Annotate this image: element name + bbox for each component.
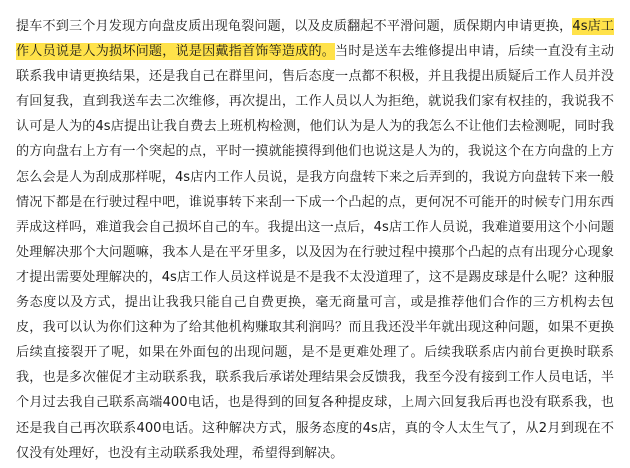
text-run: 提车不到三个月发现方向盘皮质出现龟裂问题，以及皮质翻起不平滑问题，质保期内申请更换，: [16, 19, 573, 34]
highlighted-text-run: 4s店工作人员说是人为损坏问题，说是因戴指首饰等造成的。: [16, 19, 615, 60]
document-body: [16, 14, 614, 466]
text-run: 当时是送车去维修提出申请，后续一直没有主动联系我申请更换结果，还是我自己在群里问，售后态度一点都不积极，并且我提出质疑后工作人员并没有回复我，直到我送车去二次维修，再次提出，工作人员以人为拒绝，就说我们家有权挂的，我说我不认可是人为的4s店提出让我自费去上班机构检测，他们认为是人为的我怎么不让他们去检测呢，同时我的方向盘右上方有一个突起的点，平时一摸就能摸得到他们也说这是人为的，我说这个在方向盘的上方怎么会是人为刮成那样呢，4s店内工作人员说，是我方向盘转下来之后弄到的，我说方向盘转下来一般情况下都是在行驶过程中吧，谁说事转下来刮一下成一个凸起的点，更何况不可能开的时候专门用东西弄成这样吗，难道我会自己损坏自己的车。我提出这一点后，4s店工作人员说，我难道要用这个小问题处理解决那个大问题嘛，我本人是在平牙里多，以及因为在行驶过程中摸那个凸起的点有出现分心现象才提出需要处理解决的，4s店工作人员这样说是不是我不太没道理了，这不是踢皮球是什么呢？这种服务态度以及方式，提出让我我只能自己自费更换，毫无商量可言，或是推荐他们合作的三方机构去包皮，我可以认为你们这种为了给其他机构赚取其利润吗？而且我还没半年就出现这种问题，如果不更换后续直接裂开了呢，如果在外面包的出现问题，是不是更难处理了。后续我联系店内前台更换时联系我，也是多次催促才主动联系我，联系我后承诺处理结果会反馈我，我至今没有接到工作人员电话，半个月过去我自己联系高端400电话，也是得到的回复各种提皮球，上周六回复我后再也没有联系我，也还是我自己再次联系400电话。这种解决方式，服务态度的4s店，真的令人太生气了，从2月到现在不仅没有处理好，也没有主动联系我处理，希望得到解决。: [16, 44, 615, 461]
paragraph: [16, 14, 614, 466]
